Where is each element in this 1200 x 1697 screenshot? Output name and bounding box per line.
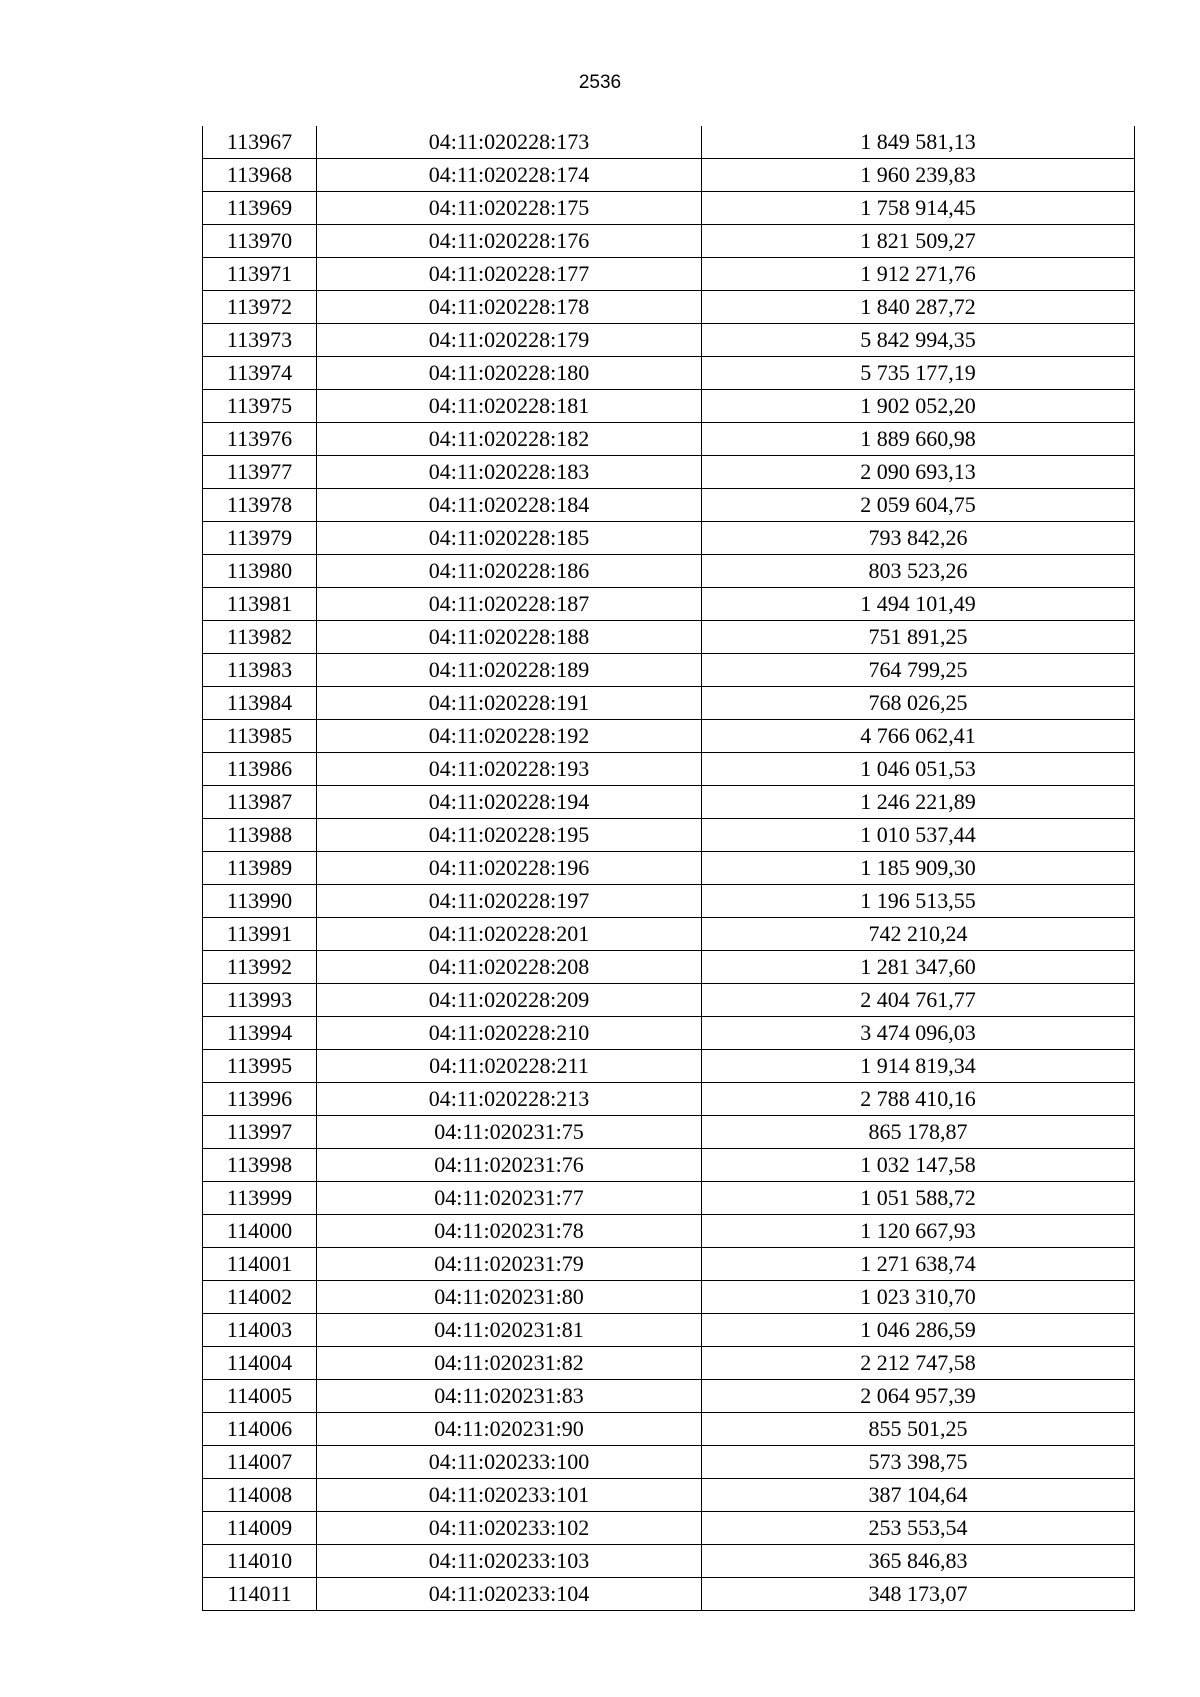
cadastral-number-cell: 04:11:020228:186 <box>317 555 702 588</box>
cadastral-number-cell: 04:11:020228:193 <box>317 753 702 786</box>
cadastral-value-cell: 1 960 239,83 <box>702 159 1135 192</box>
cadastral-value-cell: 2 059 604,75 <box>702 489 1135 522</box>
table-row <box>203 1248 1135 1281</box>
cadastral-number-cell: 04:11:020228:183 <box>317 456 702 489</box>
cadastral-value-cell: 764 799,25 <box>702 654 1135 687</box>
table-row <box>203 984 1135 1017</box>
table-row <box>203 588 1135 621</box>
table-row <box>203 1512 1135 1545</box>
table-row <box>203 1083 1135 1116</box>
table-body <box>203 126 1135 1611</box>
table-row <box>203 852 1135 885</box>
row-number-cell: 113988 <box>203 819 317 852</box>
row-number-cell: 114000 <box>203 1215 317 1248</box>
row-number-cell: 113975 <box>203 390 317 423</box>
cadastral-value-table <box>202 126 1135 1611</box>
cadastral-value-cell: 2 788 410,16 <box>702 1083 1135 1116</box>
row-number-cell: 113977 <box>203 456 317 489</box>
cadastral-number-cell: 04:11:020228:188 <box>317 621 702 654</box>
cadastral-value-cell: 803 523,26 <box>702 555 1135 588</box>
cadastral-value-cell: 1 046 051,53 <box>702 753 1135 786</box>
cadastral-number-cell: 04:11:020228:210 <box>317 1017 702 1050</box>
cadastral-value-cell: 768 026,25 <box>702 687 1135 720</box>
cadastral-number-cell: 04:11:020231:75 <box>317 1116 702 1149</box>
row-number-cell: 113979 <box>203 522 317 555</box>
cadastral-number-cell: 04:11:020228:197 <box>317 885 702 918</box>
table-row <box>203 1578 1135 1611</box>
cadastral-number-cell: 04:11:020228:175 <box>317 192 702 225</box>
row-number-cell: 113989 <box>203 852 317 885</box>
cadastral-number-cell: 04:11:020228:185 <box>317 522 702 555</box>
table-row <box>203 1314 1135 1347</box>
table-row <box>203 489 1135 522</box>
table-row <box>203 390 1135 423</box>
table-row <box>203 225 1135 258</box>
cadastral-value-cell: 1 821 509,27 <box>702 225 1135 258</box>
row-number-cell: 114006 <box>203 1413 317 1446</box>
table-row <box>203 1347 1135 1380</box>
cadastral-value-cell: 855 501,25 <box>702 1413 1135 1446</box>
cadastral-number-cell: 04:11:020233:102 <box>317 1512 702 1545</box>
table-row <box>203 753 1135 786</box>
table-row <box>203 159 1135 192</box>
row-number-cell: 114004 <box>203 1347 317 1380</box>
row-number-cell: 113995 <box>203 1050 317 1083</box>
cadastral-number-cell: 04:11:020228:213 <box>317 1083 702 1116</box>
cadastral-value-cell: 1 889 660,98 <box>702 423 1135 456</box>
row-number-cell: 114002 <box>203 1281 317 1314</box>
table-row <box>203 555 1135 588</box>
table-row <box>203 687 1135 720</box>
row-number-cell: 113978 <box>203 489 317 522</box>
cadastral-number-cell: 04:11:020233:101 <box>317 1479 702 1512</box>
page-number: 2536 <box>578 72 622 93</box>
row-number-cell: 113999 <box>203 1182 317 1215</box>
cadastral-value-cell: 2 090 693,13 <box>702 456 1135 489</box>
cadastral-number-cell: 04:11:020228:191 <box>317 687 702 720</box>
row-number-cell: 114005 <box>203 1380 317 1413</box>
cadastral-value-cell: 3 474 096,03 <box>702 1017 1135 1050</box>
cadastral-number-cell: 04:11:020231:81 <box>317 1314 702 1347</box>
row-number-cell: 113970 <box>203 225 317 258</box>
row-number-cell: 113973 <box>203 324 317 357</box>
table-row <box>203 192 1135 225</box>
row-number-cell: 114011 <box>203 1578 317 1611</box>
table-row <box>203 1380 1135 1413</box>
cadastral-number-cell: 04:11:020228:177 <box>317 258 702 291</box>
cadastral-value-cell: 387 104,64 <box>702 1479 1135 1512</box>
cadastral-value-cell: 1 758 914,45 <box>702 192 1135 225</box>
cadastral-value-cell: 865 178,87 <box>702 1116 1135 1149</box>
row-number-cell: 114010 <box>203 1545 317 1578</box>
cadastral-value-cell: 742 210,24 <box>702 918 1135 951</box>
cadastral-number-cell: 04:11:020228:184 <box>317 489 702 522</box>
table-row <box>203 423 1135 456</box>
cadastral-number-cell: 04:11:020228:181 <box>317 390 702 423</box>
cadastral-value-cell: 365 846,83 <box>702 1545 1135 1578</box>
table-row <box>203 291 1135 324</box>
cadastral-value-cell: 1 849 581,13 <box>702 126 1135 159</box>
cadastral-number-cell: 04:11:020228:192 <box>317 720 702 753</box>
row-number-cell: 113967 <box>203 126 317 159</box>
table-row <box>203 456 1135 489</box>
table-row <box>203 1017 1135 1050</box>
cadastral-value-cell: 5 735 177,19 <box>702 357 1135 390</box>
row-number-cell: 114003 <box>203 1314 317 1347</box>
cadastral-number-cell: 04:11:020231:80 <box>317 1281 702 1314</box>
cadastral-value-cell: 1 271 638,74 <box>702 1248 1135 1281</box>
table-row <box>203 885 1135 918</box>
cadastral-value-cell: 1 185 909,30 <box>702 852 1135 885</box>
cadastral-number-cell: 04:11:020228:189 <box>317 654 702 687</box>
cadastral-number-cell: 04:11:020231:82 <box>317 1347 702 1380</box>
cadastral-number-cell: 04:11:020231:83 <box>317 1380 702 1413</box>
cadastral-value-cell: 1 023 310,70 <box>702 1281 1135 1314</box>
table-row <box>203 918 1135 951</box>
table-row <box>203 720 1135 753</box>
row-number-cell: 113971 <box>203 258 317 291</box>
cadastral-value-cell: 2 404 761,77 <box>702 984 1135 1017</box>
table-row <box>203 324 1135 357</box>
row-number-cell: 113992 <box>203 951 317 984</box>
cadastral-number-cell: 04:11:020228:176 <box>317 225 702 258</box>
row-number-cell: 114008 <box>203 1479 317 1512</box>
cadastral-number-cell: 04:11:020228:180 <box>317 357 702 390</box>
table-row <box>203 1281 1135 1314</box>
cadastral-number-cell: 04:11:020233:103 <box>317 1545 702 1578</box>
row-number-cell: 113993 <box>203 984 317 1017</box>
cadastral-number-cell: 04:11:020228:194 <box>317 786 702 819</box>
cadastral-number-cell: 04:11:020228:187 <box>317 588 702 621</box>
cadastral-value-cell: 1 196 513,55 <box>702 885 1135 918</box>
cadastral-number-cell: 04:11:020228:178 <box>317 291 702 324</box>
cadastral-number-cell: 04:11:020231:90 <box>317 1413 702 1446</box>
row-number-cell: 113990 <box>203 885 317 918</box>
row-number-cell: 113983 <box>203 654 317 687</box>
table-row <box>203 1413 1135 1446</box>
table-row <box>203 1215 1135 1248</box>
cadastral-value-cell: 1 912 271,76 <box>702 258 1135 291</box>
row-number-cell: 113984 <box>203 687 317 720</box>
row-number-cell: 114009 <box>203 1512 317 1545</box>
row-number-cell: 113985 <box>203 720 317 753</box>
row-number-cell: 114007 <box>203 1446 317 1479</box>
table-row <box>203 951 1135 984</box>
cadastral-value-cell: 751 891,25 <box>702 621 1135 654</box>
row-number-cell: 113980 <box>203 555 317 588</box>
cadastral-number-cell: 04:11:020228:195 <box>317 819 702 852</box>
table-row <box>203 258 1135 291</box>
row-number-cell: 113974 <box>203 357 317 390</box>
table-row <box>203 819 1135 852</box>
row-number-cell: 113986 <box>203 753 317 786</box>
row-number-cell: 113997 <box>203 1116 317 1149</box>
cadastral-number-cell: 04:11:020228:173 <box>317 126 702 159</box>
row-number-cell: 113987 <box>203 786 317 819</box>
cadastral-number-cell: 04:11:020231:78 <box>317 1215 702 1248</box>
row-number-cell: 113982 <box>203 621 317 654</box>
table-row <box>203 522 1135 555</box>
row-number-cell: 113972 <box>203 291 317 324</box>
cadastral-value-cell: 2 212 747,58 <box>702 1347 1135 1380</box>
cadastral-value-cell: 1 494 101,49 <box>702 588 1135 621</box>
table-row <box>203 126 1135 159</box>
cadastral-value-cell: 1 840 287,72 <box>702 291 1135 324</box>
cadastral-value-cell: 1 032 147,58 <box>702 1149 1135 1182</box>
cadastral-number-cell: 04:11:020231:77 <box>317 1182 702 1215</box>
cadastral-number-cell: 04:11:020231:76 <box>317 1149 702 1182</box>
cadastral-value-cell: 1 246 221,89 <box>702 786 1135 819</box>
row-number-cell: 113998 <box>203 1149 317 1182</box>
cadastral-value-cell: 793 842,26 <box>702 522 1135 555</box>
table-row <box>203 1050 1135 1083</box>
cadastral-value-cell: 2 064 957,39 <box>702 1380 1135 1413</box>
table-row <box>203 1116 1135 1149</box>
cadastral-value-cell: 1 046 286,59 <box>702 1314 1135 1347</box>
table-row <box>203 357 1135 390</box>
cadastral-number-cell: 04:11:020228:174 <box>317 159 702 192</box>
table-row <box>203 786 1135 819</box>
table-row <box>203 1545 1135 1578</box>
cadastral-value-cell: 1 120 667,93 <box>702 1215 1135 1248</box>
cadastral-number-cell: 04:11:020228:196 <box>317 852 702 885</box>
table-row <box>203 621 1135 654</box>
cadastral-value-cell: 5 842 994,35 <box>702 324 1135 357</box>
table-row <box>203 1182 1135 1215</box>
cadastral-number-cell: 04:11:020228:179 <box>317 324 702 357</box>
table-row <box>203 1479 1135 1512</box>
row-number-cell: 113968 <box>203 159 317 192</box>
cadastral-value-cell: 573 398,75 <box>702 1446 1135 1479</box>
row-number-cell: 113994 <box>203 1017 317 1050</box>
cadastral-number-cell: 04:11:020228:182 <box>317 423 702 456</box>
table-row <box>203 654 1135 687</box>
table-row <box>203 1446 1135 1479</box>
row-number-cell: 114001 <box>203 1248 317 1281</box>
cadastral-value-cell: 1 051 588,72 <box>702 1182 1135 1215</box>
cadastral-value-cell: 4 766 062,41 <box>702 720 1135 753</box>
cadastral-number-cell: 04:11:020233:104 <box>317 1578 702 1611</box>
cadastral-number-cell: 04:11:020228:209 <box>317 984 702 1017</box>
cadastral-value-cell: 1 281 347,60 <box>702 951 1135 984</box>
cadastral-number-cell: 04:11:020228:211 <box>317 1050 702 1083</box>
cadastral-value-cell: 1 010 537,44 <box>702 819 1135 852</box>
table-row <box>203 1149 1135 1182</box>
cadastral-value-cell: 1 914 819,34 <box>702 1050 1135 1083</box>
row-number-cell: 113981 <box>203 588 317 621</box>
cadastral-number-cell: 04:11:020228:208 <box>317 951 702 984</box>
cadastral-value-cell: 1 902 052,20 <box>702 390 1135 423</box>
row-number-cell: 113996 <box>203 1083 317 1116</box>
cadastral-number-cell: 04:11:020233:100 <box>317 1446 702 1479</box>
row-number-cell: 113991 <box>203 918 317 951</box>
cadastral-value-cell: 348 173,07 <box>702 1578 1135 1611</box>
row-number-cell: 113976 <box>203 423 317 456</box>
cadastral-value-cell: 253 553,54 <box>702 1512 1135 1545</box>
cadastral-number-cell: 04:11:020228:201 <box>317 918 702 951</box>
row-number-cell: 113969 <box>203 192 317 225</box>
cadastral-number-cell: 04:11:020231:79 <box>317 1248 702 1281</box>
